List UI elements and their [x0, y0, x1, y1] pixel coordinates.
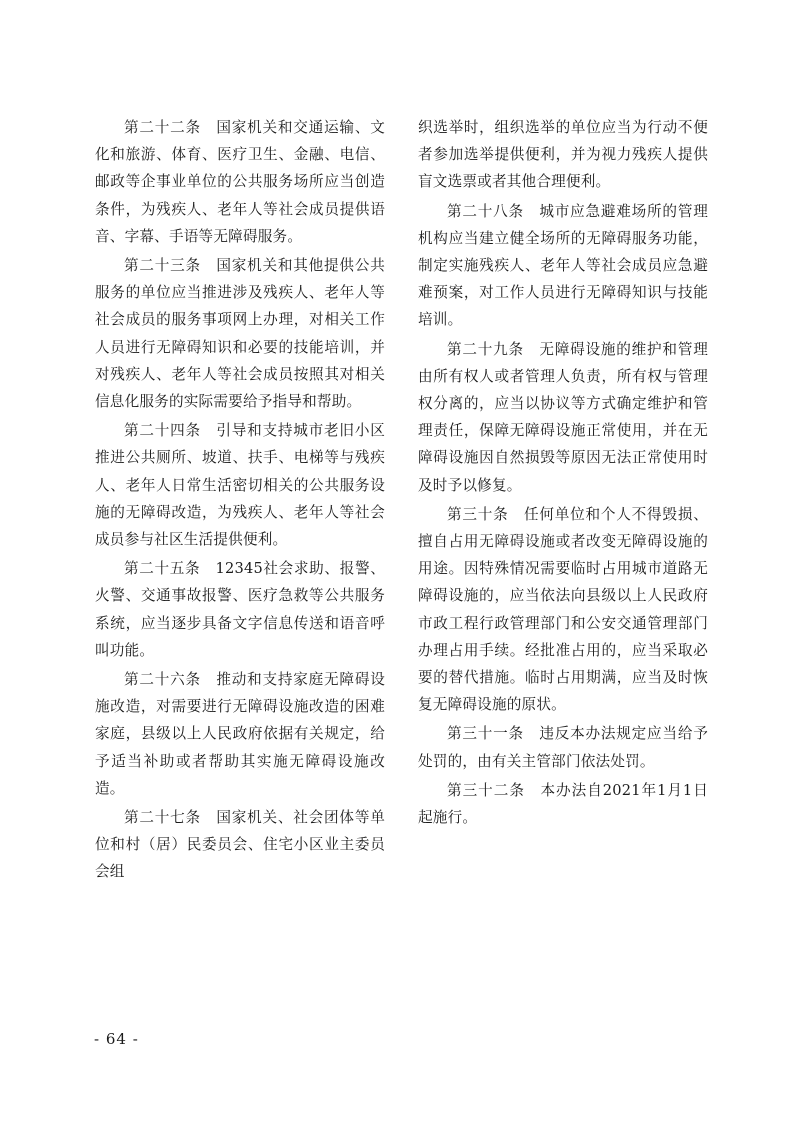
right-column	[418, 114, 708, 831]
article-25: 第二十五条 12345社会求助、报警、火警、交通事故报警、医疗急救等公共服务系统，应当逐步具备文字信息传送和语音呼叫功能。	[95, 560, 385, 659]
article-24: 第二十四条 引导和支持城市老旧小区推进公共厕所、坡道、扶手、电梯等与残疾人、老年人日常生活密切相关的公共服务设施的无障碍改造，为残疾人、老年人等社会成员参与社区生活提供便利。	[95, 422, 385, 549]
article-31: 第三十一条 违反本办法规定应当给予处罚的，由有关主管部门依法处罚。	[418, 725, 708, 770]
article-22: 第二十二条 国家机关和交通运输、文化和旅游、体育、医疗卫生、金融、电信、邮政等企事业单位的公共服务场所应当创造条件，为残疾人、老年人等社会成员提供语音、字幕、手语等无障碍服务。	[95, 119, 385, 245]
page-number: - 64 -	[94, 1030, 139, 1048]
article-30: 第三十条 任何单位和个人不得毁损、擅自占用无障碍设施或者改变无障碍设施的用途。因特殊情况需要临时占用城市道路无障碍设施的，应当依法向县级以上人民政府市政工程行政管理部门和公安交通管理部门办理占用手续。经批准占用的，应当采取必要的替代措施。临时占用期满，应当及时恢复无障碍设施的原状。	[418, 505, 708, 714]
article-28: 第二十八条 城市应急避难场所的管理机构应当建立健全场所的无障碍服务功能，制定实施残疾人、老年人等社会成员应急避难预案，对工作人员进行无障碍知识与技能培训。	[418, 202, 708, 329]
article-23: 第二十三条 国家机关和其他提供公共服务的单位应当推进涉及残疾人、老年人等社会成员的服务事项网上办理，对相关工作人员进行无障碍知识和必要的技能培训，并对残疾人、老年人等社会成员按照其对相关信息化服务的实际需要给予指导和帮助。	[95, 257, 385, 411]
article-27-continuation: 织选举时，组织选举的单位应当为行动不便者参加选举提供便利，并为视力残疾人提供盲文选票或者其他合理便利。	[418, 119, 708, 191]
article-27-start: 第二十七条 国家机关、社会团体等单位和村（居）民委员会、住宅小区业主委员会组	[95, 809, 385, 881]
article-29: 第二十九条 无障碍设施的维护和管理由所有权人或者管理人负责，所有权与管理权分离的，应当以协议等方式确定维护和管理责任，保障无障碍设施正常使用，并在无障碍设施因自然损毁等原因无法正常使用时及时予以修复。	[418, 340, 708, 494]
article-26: 第二十六条 推动和支持家庭无障碍设施改造，对需要进行无障碍设施改造的困难家庭，县级以上人民政府依据有关规定，给予适当补助或者帮助其实施无障碍设施改造。	[95, 671, 385, 797]
left-column	[95, 114, 385, 886]
article-32: 第三十二条 本办法自2021年1月1日起施行。	[418, 781, 708, 827]
